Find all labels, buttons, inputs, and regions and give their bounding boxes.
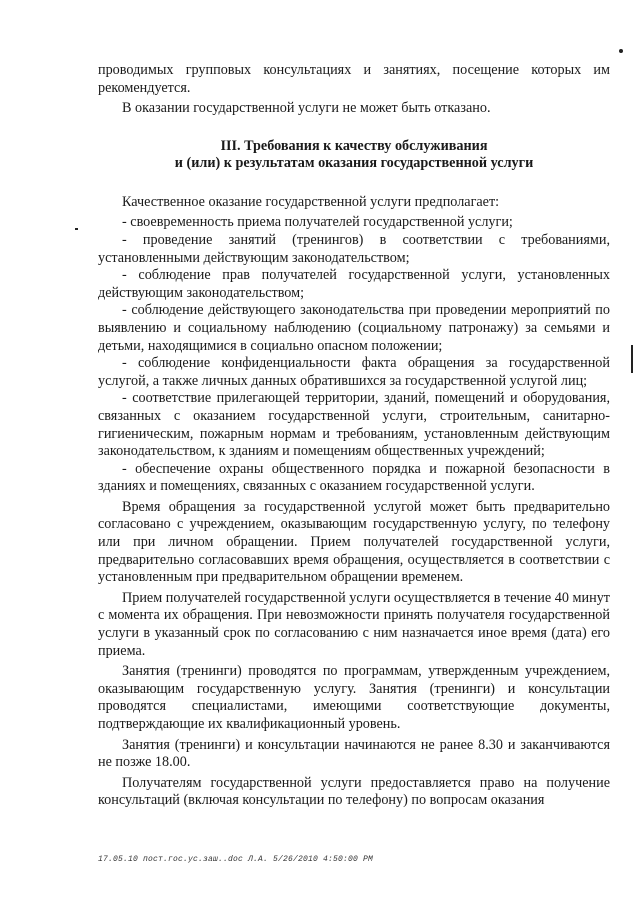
section-heading (98, 138, 610, 172)
list-item: - соблюдение конфиденциальности факта обращения за государственной услугой, а также личных данных обратившихся за государственной услугой лиц; (98, 355, 610, 389)
section-heading-line-1: III. Требования к качеству обслуживания (220, 137, 488, 154)
refusal-statement: В оказании государственной услуги не может быть отказано. (122, 100, 491, 117)
list-item: - соблюдение прав получателей государственной услуги, установленных действующим законодательством; (98, 267, 610, 301)
paragraph-trainings: Занятия (тренинги) проводятся по программам, утвержденным учреждением, оказывающим государственную услугу. Занятия (тренинги) и консультации проводятся специалистами, имеющими соответствующие документы, подтверждающие их квалификационный уровень. (98, 663, 610, 732)
scan-mark (631, 345, 633, 373)
paragraph-schedule: Занятия (тренинги) и консультации начинаются не ранее 8.30 и заканчиваются не позже 18.00. (98, 736, 610, 771)
section-heading-line-2: и (или) к результатам оказания государственной услуги (174, 154, 534, 171)
paragraph-appointment: Время обращения за государственной услугой может быть предварительно согласовано с учреждением, оказывающим государственную услугу, по телефону или при личном обращении. Прием получателей государственной услуги, предварительно согласовавших время обращения, осуществляется в соответствии с установленным при предварительном обращении временем. (98, 498, 610, 586)
quality-requirements-list (98, 214, 610, 496)
quality-lead: Качественное оказание государственной услуги предполагает: (122, 193, 500, 210)
scan-mark (75, 228, 78, 230)
list-item: - своевременность приема получателей государственной услуги; (122, 214, 513, 231)
scan-mark (619, 49, 623, 53)
paragraph-consultations: Получателям государственной услуги предоставляется право на получение консультаций (включая консультации по телефону) по вопросам оказания (98, 774, 610, 809)
list-item: - обеспечение охраны общественного порядка и пожарной безопасности в зданиях и помещениях, связанных с оказанием государственной услуги. (98, 460, 610, 495)
list-item: - соответствие прилегающей территории, зданий, помещений и оборудования, связанных с оказанием государственной услуги, строительным, санитарно-гигиеническим, пожарным нормам и требованиям, установленным действующим законодательством, к зданиям и помещениям общественных учреждений; (98, 390, 610, 460)
list-item: - соблюдение действующего законодательства при проведении мероприятий по выявлению и социальному наблюдению (социальному патронажу) за семьями и детьми, находящимися в социально опасном положении; (98, 302, 610, 354)
document-footer: 17.05.10 пост.гос.ус.заш..doc Л.А. 5/26/2010 4:50:00 PM (98, 855, 374, 864)
intro-paragraph: проводимых групповых консультациях и занятиях, посещение которых им рекомендуется. (98, 62, 610, 96)
list-item: - проведение занятий (тренингов) в соответствии с требованиями, установленными действующим законодательством; (98, 231, 610, 266)
paragraph-reception-time: Прием получателей государственной услуги осуществляется в течение 40 минут с момента их обращения. При невозможности принять получателя государственной услуги в указанный срок по согласованию с ним назначается иное время (дата) его приема. (98, 589, 610, 659)
document-page (98, 62, 610, 813)
